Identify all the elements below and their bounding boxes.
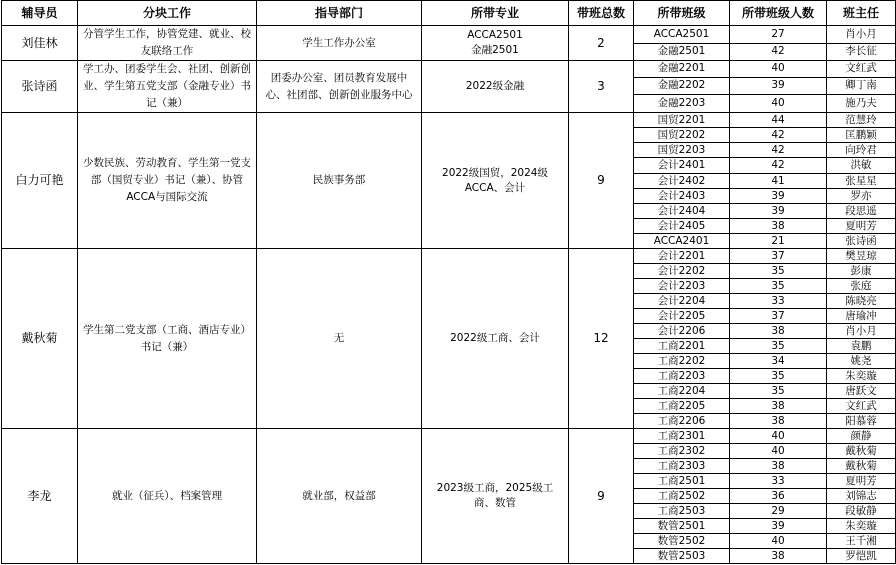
class-name: 国贸2202 xyxy=(634,128,730,143)
class-name: 工商2502 xyxy=(634,489,730,504)
table-row xyxy=(2,249,896,264)
class-name: 工商2303 xyxy=(634,459,730,474)
major-line: 2023级工商，2025级工 xyxy=(436,482,554,494)
work-description: 少数民族、劳动教育、学生第一党支部（国贸专业）书记（兼）、协管ACCA与国际交流 xyxy=(78,113,257,249)
class-total: 9 xyxy=(569,113,634,249)
class-name: 会计2205 xyxy=(634,309,730,324)
head-teacher: 洪敏 xyxy=(827,158,896,174)
class-name: 会计2204 xyxy=(634,294,730,309)
head-teacher: 彭康 xyxy=(827,264,896,279)
class-size: 39 xyxy=(730,189,827,204)
header-dept: 指导部门 xyxy=(257,1,422,26)
head-teacher: 颜静 xyxy=(827,429,896,444)
head-teacher: 向玲君 xyxy=(827,143,896,158)
work-description: 学工办、团委学生会、社团、创新创业、学生第五党支部（金融专业）书记（兼） xyxy=(78,61,257,113)
majors xyxy=(422,113,569,249)
class-size: 37 xyxy=(730,249,827,264)
majors xyxy=(422,429,569,564)
class-name: 工商2204 xyxy=(634,384,730,399)
head-teacher: 刘锦志 xyxy=(827,489,896,504)
class-size: 42 xyxy=(730,143,827,158)
class-name: 工商2503 xyxy=(634,504,730,519)
class-name: 数管2502 xyxy=(634,534,730,549)
class-name: 国贸2201 xyxy=(634,113,730,128)
class-size: 42 xyxy=(730,128,827,143)
counselor-name: 戴秋菊 xyxy=(2,249,78,429)
class-size: 36 xyxy=(730,489,827,504)
class-size: 35 xyxy=(730,369,827,384)
class-total: 9 xyxy=(569,429,634,564)
class-size: 35 xyxy=(730,264,827,279)
class-size: 39 xyxy=(730,519,827,534)
head-teacher: 张庭 xyxy=(827,279,896,294)
class-name: ACCA2401 xyxy=(634,234,730,249)
guidance-dept: 就业部，权益部 xyxy=(257,429,422,564)
head-teacher: 张星星 xyxy=(827,174,896,189)
counselor-name: 白力可艳 xyxy=(2,113,78,249)
guidance-dept: 民族事务部 xyxy=(257,113,422,249)
table-row xyxy=(2,26,896,44)
table-row xyxy=(2,113,896,128)
major-line: 2022级国贸，2024级 xyxy=(442,166,548,179)
major-line: 2022级金融 xyxy=(465,80,525,92)
head-teacher: 戴秋菊 xyxy=(827,459,896,474)
header-size: 所带班级人数 xyxy=(730,1,827,26)
work-description: 学生第二党支部（工商、酒店专业）书记（兼） xyxy=(78,249,257,429)
head-teacher: 夏明芳 xyxy=(827,474,896,489)
class-size: 33 xyxy=(730,294,827,309)
head-teacher: 夏明芳 xyxy=(827,219,896,234)
class-name: 工商2501 xyxy=(634,474,730,489)
class-size: 38 xyxy=(730,414,827,429)
head-teacher: 施乃夫 xyxy=(827,94,896,112)
head-teacher: 文红武 xyxy=(827,399,896,414)
work-description: 就业（征兵）、档案管理 xyxy=(78,429,257,564)
head-teacher: 文红武 xyxy=(827,61,896,78)
head-teacher: 张诗函 xyxy=(827,234,896,249)
class-name: 数管2501 xyxy=(634,519,730,534)
head-teacher: 匡鹏颖 xyxy=(827,128,896,143)
major-line: 金融2501 xyxy=(471,44,519,56)
work-description: 分管学生工作，协管党建、就业、校友联络工作 xyxy=(78,26,257,61)
class-name: 工商2203 xyxy=(634,369,730,384)
class-name: 工商2202 xyxy=(634,354,730,369)
class-name: 金融2501 xyxy=(634,43,730,61)
class-size: 40 xyxy=(730,429,827,444)
class-size: 38 xyxy=(730,549,827,564)
class-name: 工商2206 xyxy=(634,414,730,429)
class-size: 21 xyxy=(730,234,827,249)
majors xyxy=(422,61,569,113)
head-teacher: 罗亦 xyxy=(827,189,896,204)
counselor-name: 李龙 xyxy=(2,429,78,564)
head-teacher: 朱奕璇 xyxy=(827,519,896,534)
head-teacher: 罗恺凯 xyxy=(827,549,896,564)
class-size: 42 xyxy=(730,43,827,61)
header-class: 所带班级 xyxy=(634,1,730,26)
head-teacher: 朱奕璇 xyxy=(827,369,896,384)
head-teacher: 王千湘 xyxy=(827,534,896,549)
class-name: 会计2202 xyxy=(634,264,730,279)
class-total: 12 xyxy=(569,249,634,429)
head-teacher: 肖小月 xyxy=(827,324,896,339)
class-total: 2 xyxy=(569,26,634,61)
head-teacher: 肖小月 xyxy=(827,26,896,44)
header-row xyxy=(2,1,896,26)
class-total: 3 xyxy=(569,61,634,113)
class-size: 39 xyxy=(730,204,827,219)
class-size: 38 xyxy=(730,399,827,414)
class-name: 会计2201 xyxy=(634,249,730,264)
class-name: 会计2403 xyxy=(634,189,730,204)
head-teacher: 唐瑜冲 xyxy=(827,309,896,324)
class-size: 38 xyxy=(730,219,827,234)
class-size: 38 xyxy=(730,324,827,339)
class-size: 37 xyxy=(730,309,827,324)
major-line: ACCA2501 xyxy=(467,29,523,41)
class-size: 42 xyxy=(730,158,827,174)
guidance-dept: 团委办公室、团员教育发展中心、社团部、创新创业服务中心 xyxy=(257,61,422,113)
class-size: 40 xyxy=(730,444,827,459)
class-name: 工商2302 xyxy=(634,444,730,459)
head-teacher: 卿丁南 xyxy=(827,77,896,94)
head-teacher: 阳慕蓉 xyxy=(827,414,896,429)
header-teacher: 班主任 xyxy=(827,1,896,26)
major-line: 商、数管 xyxy=(474,497,516,509)
header-majors: 所带专业 xyxy=(422,1,569,26)
header-total: 带班总数 xyxy=(569,1,634,26)
head-teacher: 戴秋菊 xyxy=(827,444,896,459)
head-teacher: 李长征 xyxy=(827,43,896,61)
majors xyxy=(422,26,569,61)
class-size: 40 xyxy=(730,534,827,549)
head-teacher: 唐跃文 xyxy=(827,384,896,399)
counselor-table xyxy=(1,0,896,564)
class-size: 33 xyxy=(730,474,827,489)
guidance-dept: 学生工作办公室 xyxy=(257,26,422,61)
class-name: 数管2503 xyxy=(634,549,730,564)
class-size: 35 xyxy=(730,279,827,294)
head-teacher: 樊昱琼 xyxy=(827,249,896,264)
class-name: 会计2206 xyxy=(634,324,730,339)
class-size: 27 xyxy=(730,26,827,44)
class-size: 35 xyxy=(730,384,827,399)
class-size: 40 xyxy=(730,61,827,78)
head-teacher: 段敏静 xyxy=(827,504,896,519)
header-work: 分块工作 xyxy=(78,1,257,26)
table-body xyxy=(2,26,896,564)
class-size: 44 xyxy=(730,113,827,128)
table-row xyxy=(2,429,896,444)
table-row xyxy=(2,61,896,78)
class-size: 41 xyxy=(730,174,827,189)
head-teacher: 袁鹏 xyxy=(827,339,896,354)
class-name: 金融2201 xyxy=(634,61,730,78)
class-name: 会计2405 xyxy=(634,219,730,234)
class-name: 工商2205 xyxy=(634,399,730,414)
class-name: 金融2203 xyxy=(634,94,730,112)
class-size: 34 xyxy=(730,354,827,369)
counselor-name: 刘佳林 xyxy=(2,26,78,61)
class-size: 39 xyxy=(730,77,827,94)
majors xyxy=(422,249,569,429)
class-name: 会计2203 xyxy=(634,279,730,294)
head-teacher: 陈晓亮 xyxy=(827,294,896,309)
class-name: 国贸2203 xyxy=(634,143,730,158)
class-name: 工商2301 xyxy=(634,429,730,444)
class-name: 会计2401 xyxy=(634,158,730,174)
class-size: 29 xyxy=(730,504,827,519)
counselor-name: 张诗函 xyxy=(2,61,78,113)
major-line: ACCA、会计 xyxy=(464,181,526,194)
class-size: 40 xyxy=(730,94,827,112)
major-line: 2022级工商、会计 xyxy=(450,332,540,344)
head-teacher: 范慧玲 xyxy=(827,113,896,128)
class-size: 35 xyxy=(730,339,827,354)
class-name: ACCA2501 xyxy=(634,26,730,44)
class-name: 会计2404 xyxy=(634,204,730,219)
class-name: 会计2402 xyxy=(634,174,730,189)
class-name: 金融2202 xyxy=(634,77,730,94)
header-counselor: 辅导员 xyxy=(2,1,78,26)
class-size: 38 xyxy=(730,459,827,474)
class-name: 工商2201 xyxy=(634,339,730,354)
head-teacher: 段思遥 xyxy=(827,204,896,219)
guidance-dept: 无 xyxy=(257,249,422,429)
head-teacher: 姚尧 xyxy=(827,354,896,369)
